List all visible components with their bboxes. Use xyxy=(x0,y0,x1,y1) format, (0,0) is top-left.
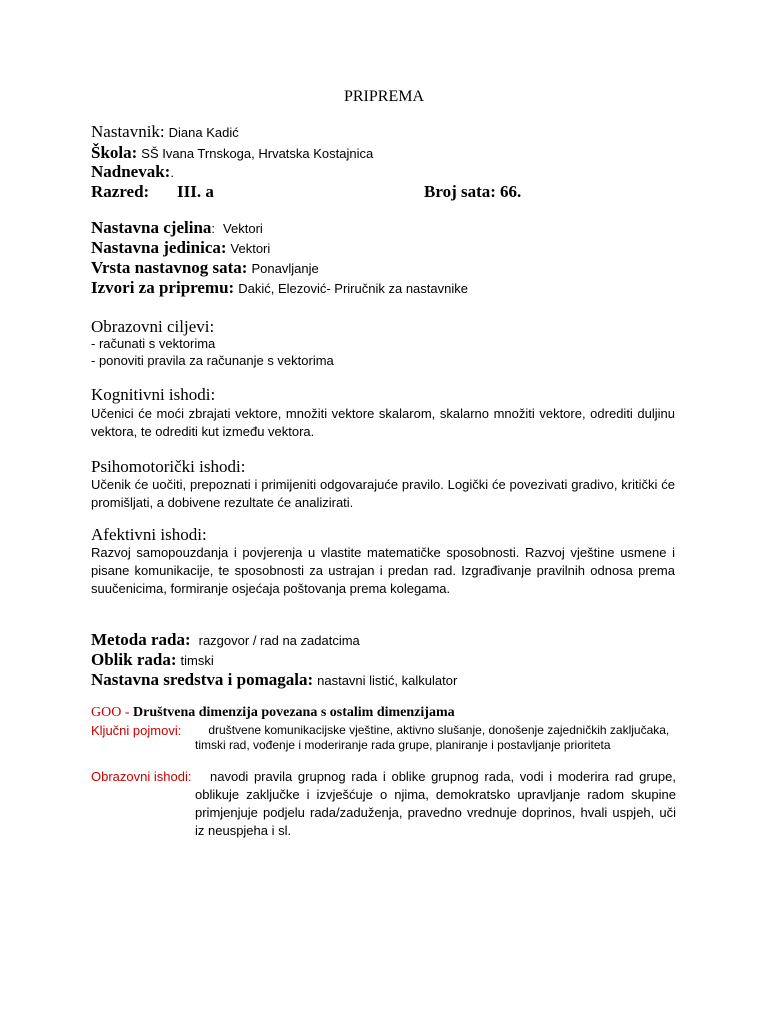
work-form-row xyxy=(91,650,214,670)
unit-sep: : xyxy=(211,221,216,236)
psychomotor-text: Učenik će uočiti, prepoznati i primijeniti odgovarajuće pravilo. Logički će povezivati gradivo, kritički će promišljati, a dobivene rezultate će analizirati. xyxy=(91,477,675,510)
key-concepts-body: društvene komunikacijske vještine, aktivno slušanje, donošenje zajedničkih zaključaka, timski rad, vođenje i moderiranje rada grupe, planiranje i postavljanje prioriteta xyxy=(195,723,670,752)
unit-label: Nastavna cjelina xyxy=(91,218,212,237)
topic-label: Nastavna jedinica: xyxy=(91,238,227,257)
psychomotor-heading: Psihomotorički ishodi: xyxy=(91,457,246,476)
date-label: Nadnevak: xyxy=(91,162,171,181)
goo-code: GOO xyxy=(91,705,122,720)
lesson-type-value: Ponavljanje xyxy=(251,261,319,276)
aids-label: Nastavna sredstva i pomagala: xyxy=(91,670,314,689)
cognitive-heading: Kognitivni ishodi: xyxy=(91,385,216,404)
date-value: . xyxy=(170,165,174,180)
affective-heading: Afektivni ishodi: xyxy=(91,525,207,544)
work-form-label: Oblik rada: xyxy=(91,650,177,669)
method-value: razgovor / rad na zadatcima xyxy=(198,633,360,648)
goo-dash: - xyxy=(121,705,134,720)
date-row xyxy=(91,162,174,182)
lesson-type-label: Vrsta nastavnog sata: xyxy=(91,258,248,277)
aids-value: nastavni listić, kalkulator xyxy=(317,673,458,688)
teacher-value: Diana Kadić xyxy=(168,125,239,140)
unit-value: Vektori xyxy=(223,221,263,236)
sources-row xyxy=(91,278,468,298)
key-concepts-sep: : xyxy=(177,723,182,738)
cognitive-text: Učenici će moći zbrajati vektore, množiti vektore skalarom, skalarno množiti vektore, odrediti duljinu vektora, te odrediti kut između vektora. xyxy=(91,406,675,439)
goal-item: - računati s vektorima xyxy=(91,336,216,351)
goals-heading: Obrazovni ciljevi: xyxy=(91,317,215,336)
teacher-label: Nastavnik: xyxy=(91,122,165,141)
goo-heading xyxy=(91,705,455,721)
affective-text: Razvoj samopouzdanja i povjerenja u vlastite matematičke sposobnosti. Razvoj vještine usmene i pisane komunikacije, te sposobnosti za ustrajan i predan rad. Izgrađivanje pravilnih odnosa prema suučenicima, formiranje osjećaja poštovanja prema kolegama. xyxy=(91,545,675,596)
key-concepts-text xyxy=(195,723,700,753)
work-form-value: timski xyxy=(180,653,214,668)
sources-label: Izvori za pripremu: xyxy=(91,278,235,297)
goo-outcomes-text: navodi pravila grupnog rada i oblike grupnog rada, vodi i moderira rad grupe, oblikuje zaključke i izvješćuje o njima, demokratsko upravljanje radom skupine primjenjuje podjelu rada/zaduženja, pravedno vrednuje doprinos, hvali uspjeh, uči iz neuspjeha i sl. xyxy=(195,769,676,838)
teacher-row xyxy=(91,122,239,142)
goo-outcomes-label: Obrazovni ishodi xyxy=(91,769,188,784)
sources-value: Dakić, Elezović- Priručnik za nastavnike xyxy=(238,281,468,296)
topic-value: Vektori xyxy=(230,241,271,256)
school-row xyxy=(91,143,373,163)
goal-item: - ponoviti pravila za računanje s vektorima xyxy=(91,353,334,368)
goo-outcomes-sep: : xyxy=(187,769,192,784)
class-row xyxy=(91,182,149,202)
lesson-type-row xyxy=(91,258,319,278)
method-label: Metoda rada: xyxy=(91,630,191,649)
class-value: III. a xyxy=(177,182,214,201)
method-row xyxy=(91,630,360,650)
lesson-number-row xyxy=(424,182,521,202)
unit-row xyxy=(91,218,263,238)
topic-row xyxy=(91,238,270,258)
class-label: Razred: xyxy=(91,182,150,201)
page-title: PRIPREMA xyxy=(343,88,425,105)
class-value-wrap xyxy=(177,182,214,202)
key-concepts-label-wrap xyxy=(91,722,181,740)
lesson-number-label: Broj sata: xyxy=(424,182,496,201)
lesson-number-value: 66. xyxy=(499,182,522,201)
school-label: Škola: xyxy=(91,143,138,162)
key-concepts-label: Ključni pojmovi xyxy=(91,723,178,738)
goo-outcomes-label-wrap xyxy=(91,768,191,786)
school-value: SŠ Ivana Trnskoga, Hrvatska Kostajnica xyxy=(141,146,374,161)
goo-title: Društvena dimenzija povezana s ostalim dimenzijama xyxy=(133,705,455,720)
aids-row xyxy=(91,670,457,690)
